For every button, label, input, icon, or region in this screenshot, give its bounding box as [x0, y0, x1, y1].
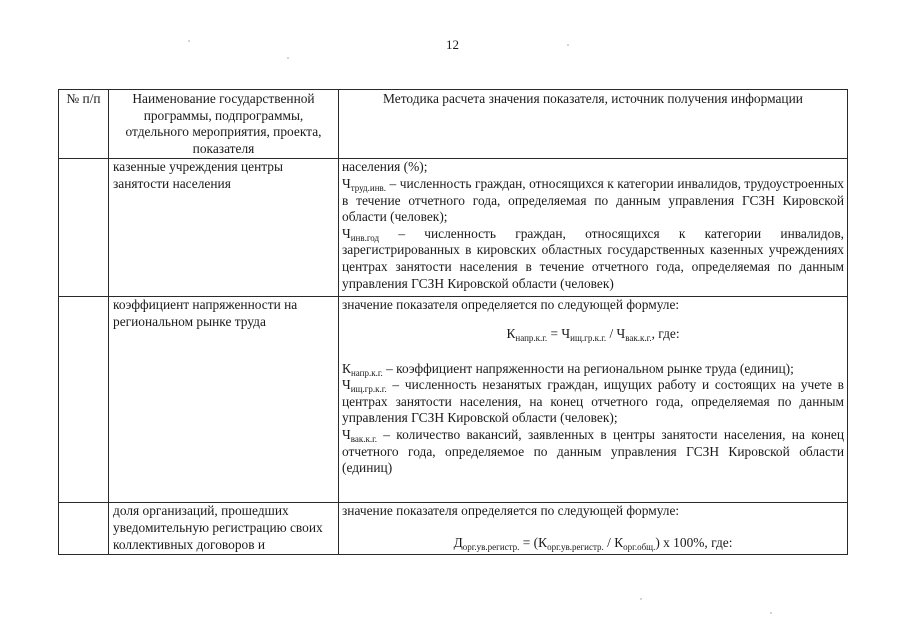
formula-subscript: орг.общ.: [623, 541, 656, 552]
formula-part: = Ч: [547, 325, 571, 341]
variable-definition: [342, 176, 844, 226]
row-method-cell: [339, 297, 848, 503]
method-intro: значение показателя определяется по следующей формуле:: [342, 503, 680, 519]
row-name-cell: [109, 297, 339, 503]
indicator-table: [58, 89, 848, 555]
var-description: – численность граждан, относящихся к категории инвалидов, зарегистрированных в кировских областных государственных казенных учреждениях центрах занятости населения в течение отчетного года, определяемая по данным управления ГСЗН Кировской области (человек): [342, 225, 844, 291]
formula-part: / К: [603, 534, 624, 550]
variable-definition: [342, 427, 844, 477]
var-subscript: инв.год: [350, 232, 380, 243]
row-num-cell: [59, 297, 109, 503]
formula-part: ) x 100%, где:: [655, 534, 733, 550]
variable-definition: [342, 361, 844, 378]
table-header-row: [59, 90, 848, 159]
var-description: – численность граждан, относящихся к категории инвалидов, трудоустроенных в течение отчетного года, определяемая по данным управления ГСЗН Кировской области (человек);: [342, 175, 844, 225]
row-name-cell: [109, 159, 339, 297]
row-method-cell: [339, 503, 848, 555]
formula-part: К: [506, 325, 516, 341]
row-name: коэффициент напряженности на региональном рынке труда: [113, 297, 298, 329]
formula-subscript: орг.ув.регистр.: [547, 541, 604, 552]
formula-subscript: напр.к.г.: [515, 332, 548, 343]
var-symbol: К: [342, 360, 351, 376]
formula-subscript: вак.к.г.: [625, 332, 652, 343]
row-name: казенные учреждения центры занятости населения: [113, 159, 283, 191]
formula-subscript: орг.ув.регистр.: [462, 541, 520, 552]
formula: [342, 535, 844, 552]
header-num: [59, 90, 109, 159]
scan-speck: [287, 57, 289, 59]
table-row: [59, 297, 848, 503]
var-symbol: Ч: [342, 377, 351, 393]
scan-speck: [188, 40, 190, 42]
formula-part: , где:: [651, 325, 680, 341]
var-description: – количество вакансий, заявленных в центры занятости населения, на конец отчетного года, определяемое по данным управления ГСЗН Кировской области (единиц): [342, 426, 844, 476]
scan-speck: [640, 598, 642, 600]
var-subscript: вак.к.г.: [350, 433, 377, 444]
method-line: населения (%);: [342, 159, 428, 175]
var-subscript: напр.к.г.: [350, 367, 383, 378]
table-row: [59, 159, 848, 297]
formula-part: / Ч: [606, 325, 626, 341]
row-method-cell: [339, 159, 848, 297]
header-method: [339, 90, 848, 159]
var-symbol: Ч: [342, 426, 351, 442]
variable-definition: [342, 377, 844, 427]
row-num-cell: [59, 159, 109, 297]
var-description: – коэффициент напряженности на региональном рынке труда (единиц);: [382, 360, 794, 376]
header-name: [109, 90, 339, 159]
page-number: 12: [446, 37, 459, 52]
formula: [342, 326, 844, 343]
var-description: – численность незанятых граждан, ищущих работу и состоящих на учете в центрах занятости населения, на конец отчетного года, определяемая по данным управления ГСЗН Кировской области (человек);: [342, 377, 844, 426]
row-num-cell: [59, 503, 109, 555]
method-intro: значение показателя определяется по следующей формуле:: [342, 297, 680, 313]
scan-speck: [770, 612, 772, 614]
row-name-cell: [109, 503, 339, 555]
header-name-text: Наименование государственной программы, подпрограммы, отдельного мероприятия, проекта, показателя: [125, 91, 322, 156]
row-name: доля организаций, прошедших уведомительную регистрацию своих коллективных договоров и: [113, 503, 323, 552]
var-symbol: Ч: [342, 175, 351, 191]
header-num-text: № п/п: [66, 91, 101, 106]
formula-part: = (К: [519, 534, 548, 550]
formula-subscript: ищ.гр.к.г.: [570, 332, 607, 343]
var-subscript: труд.инв.: [350, 182, 387, 193]
variable-definition: [342, 226, 844, 292]
indicator-table-container: [58, 89, 847, 555]
var-symbol: Ч: [342, 225, 351, 241]
scan-speck: [567, 44, 569, 46]
formula-part: Д: [453, 534, 463, 550]
var-subscript: ищ.гр.к.г.: [350, 384, 387, 395]
table-row: [59, 503, 848, 555]
header-method-text: Методика расчета значения показателя, источник получения информации: [383, 91, 803, 106]
